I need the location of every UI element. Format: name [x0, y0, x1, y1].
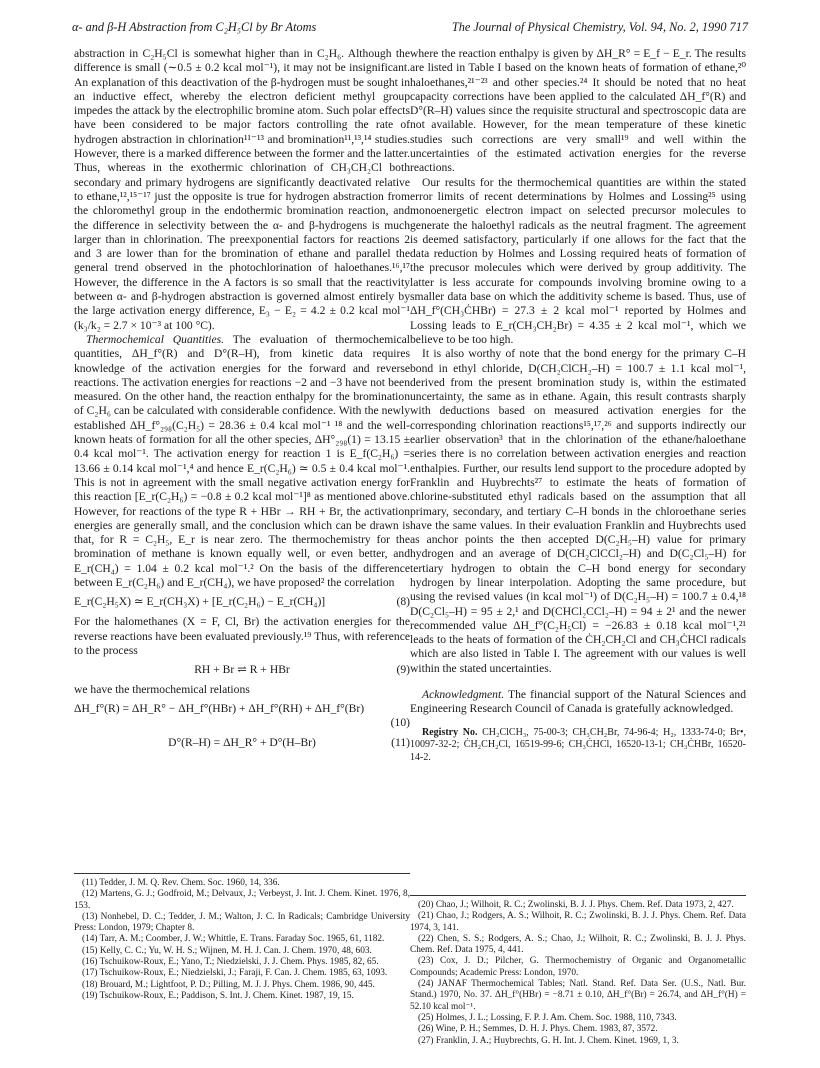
equation-number: (11) [391, 736, 410, 750]
equation-8 [74, 595, 410, 610]
equation-number: (9) [396, 663, 410, 677]
equation-expression: RH + Br ⇌ R + HBr [194, 663, 290, 677]
registry-heading: Registry No. [422, 726, 478, 738]
paragraph: It is also worthy of note that the bond energy for the primary C–H bond in ethyl chloride, D(CH₂ClCH₂–H) = 100.7 ± 1.1 kcal mol⁻¹, derived from the present bromination study is, within the estimated uncertainty, the same as in ethane. Again, this result contrasts sharply with deductions based on measured activation energies for the corresponding chlorination reactions¹⁵,¹⁷,²⁶ and supports indirectly our earlier observation³ that in the chlorination of the ethane/haloethane series there is no correlation between activation energies and reaction enthalpies. Further, our results lend support to the procedure adopted by Franklin and Huybrechts²⁷ to estimate the heats of formation of chlorine-substituted ethyl radicals based on the assumption that all primary, secondary, and tertiary C–H bonds in the chloroethane series have the same values. In their evaluation Franklin and Huybrechts used as anchor points the then accepted D(C₂H₅–H) value for primary hydrogen and an average of D(CH₂ClCCl₂–H) and D(C₂Cl₅–H) for tertiary hydrogen to obtain the C–H bond energy for secondary hydrogen by linear interpolation. Adopting the same procedure, but using the revised values (in kcal mol⁻¹) of D(C₂H₅–H) = 100.7 ± 0.4,¹⁸ D(C₂Cl₅–H) = 95 ± 2,¹ and D(CHCl₂CCl₂–H) = 94 ± 2¹ and the newer recommended value ΔH_f°(C₂H₅Cl) = −26.83 ± 0.18 kcal mol⁻¹,²¹ leads to the heats of formation of the ĊH₂CH₂Cl and CH₃ĊHCl radicals which are also listed in Table I. The agreement with our values is well within the stated uncertainties. [410, 347, 746, 675]
equation-expression: D°(R–H) = ΔH_R° + D°(H–Br) [168, 736, 316, 750]
reference-item: (26) Wine, P. H.; Semmes, D. H. J. Phys. Chem. 1983, 87, 3572. [418, 1024, 658, 1035]
paragraph: where the reaction enthalpy is given by ΔH_R° = E_f − E_r. The results are listed in Table I based on the known heats of formation of ethane,²⁰ haloethanes,²¹⁻²³ and other species.²⁴ It should be noted that no heat capacity corrections have been applied to the calculated ΔH_f°(R) and D°(R–H) values since the requisite structural and spectroscopic data are not available. However, for the mean temperature of these kinetic studies such corrections are very small¹⁹ and well within the uncertainties of the estimated activation energies for the reverse reactions. [410, 47, 746, 175]
footnote-rule [410, 895, 746, 896]
paragraph: For the halomethanes (X = F, Cl, Br) the activation energies for the reverse reactions have been evaluated previously.¹⁹ Thus, with reference to the process [74, 615, 410, 657]
paragraph [74, 333, 410, 590]
reference-item: (22) Chen, S. S.; Rodgers, A. S.; Chao, J.; Wilhoit, R. C.; Zwolinski, B. J. J. Phys. Chem. Ref. Data 1975, 4, 441. [410, 933, 746, 956]
reference-item: (21) Chao, J.; Rodgers, A. S.; Wilhoit, R. C.; Zwolinski, B. J. J. Phys. Chem. Ref. Data 1974, 3, 141. [410, 911, 746, 933]
reference-item: (19) Tschuikow-Roux, E.; Paddison, S. Int. J. Chem. Kinet. 1987, 19, 15. [82, 990, 354, 1001]
reference-item: (11) Tedder, J. M. Q. Rev. Chem. Soc. 1960, 14, 336. [82, 878, 280, 888]
reference-item: (13) Nonhebel, D. C.; Tedder, J. M.; Walton, J. C. In Radicals; Cambridge University Press: London, 1979; Chapter 8. [74, 911, 410, 934]
footnote-rule [74, 873, 410, 874]
acknowledgment [410, 688, 746, 717]
reference-item: (24) JANAF Thermochemical Tables; Natl. Stand. Ref. Data Ser. (U.S., Natl. Bur. Stand.) 1970, No. 37. ΔH_f°(HBr) = −8.71 ± 0.10, ΔH_f°(Br) = 26.74, and ΔH_f°(H) = 52.10 kcal mol⁻¹. [410, 979, 746, 1012]
journal-citation: The Journal of Physical Chemistry, Vol. 94, No. 2, 1990 717 [451, 20, 748, 34]
reference-item: (18) Brouard, M.; Lightfoot, P. D.; Pilling, M. J. J. Phys. Chem. 1986, 90, 445. [82, 979, 375, 990]
paragraph: Our results for the thermochemical quantities are within the stated error limits of recent determinations by Holmes and Lossing²⁵ using monoenergetic electron impact on selected precursor molecules to generate the haloethyl radicals as the neutral fragment. The agreement is deemed satisfactory, particularly if one allows for the fact that the data reduction by Holmes and Lossing required heats of formation of the precusor molecules which were derived by group additivity. The latter is less accurate for compounds involving bromine owing to a smaller data base on which the additivity scheme is based. Thus, use of ΔH_f°(CH₃ĊHBr) = 27.3 ± 2 kcal mol⁻¹ reported by Holmes and Lossing leads to E_r(CH₃CH₂Br) = 4.35 ± 2 kcal mol⁻¹, which we believe to be too high. [410, 175, 746, 346]
reference-item: (20) Chao, J.; Wilhoit, R. C.; Zwolinski, B. J. J. Phys. Chem. Ref. Data 1973, 2, 427. [418, 900, 734, 910]
equation-number: (10) [390, 716, 410, 730]
running-header [72, 20, 748, 38]
references-left [74, 873, 410, 1002]
reference-item: (16) Tschuikow-Roux, E.; Yano, T.; Niedzielski, J. J. Chem. Phys. 1985, 82, 65. [82, 957, 379, 968]
reference-item: (15) Kelly, C. C.; Yu, W. H. S.; Wijnen, M. H. J. Can. J. Chem. 1970, 48, 603. [82, 945, 372, 956]
running-title: α- and β-H Abstraction from C₂H₅Cl by Br Atoms [72, 20, 317, 34]
equation-11 [74, 736, 410, 751]
reference-item: (23) Cox, J. D.; Pilcher, G. Thermochemistry of Organic and Organometallic Compounds; Academic Press: London, 1970. [410, 956, 746, 978]
paragraph: abstraction in C₂H₅Cl is somewhat higher than in C₂H₆. Although the difference is small (∼0.5 ± 0.2 kcal mol⁻¹), it may not be insignificant. An explanation of this deactivation of the β-hydrogen must be sought in an inductive effect, whereby the electron deficient methyl group impedes the attack by the electrophilic bromine atom. Such polar effects have been considered to be major factors controlling the rate of hydrogen abstraction in chlorination¹¹⁻¹³ and bromination¹¹,¹³,¹⁴ studies. However, there is a marked difference between the former and the latter. Thus, whereas in the exothermic chlorination of CH₃CH₂Cl both secondary and primary hydrogens are significantly deactivated relative to ethane,¹²,¹⁵⁻¹⁷ just the opposite is true for hydrogen abstraction from the chloromethyl group in the endothermic bromination reaction, and the difference in selectivity between the α- and β-hydrogens is much larger than in chlorination. The preexponential factors for reactions 2 and 3 are lower than for the bromination of ethane and parallel the general trend observed in the photochlorination of haloethanes.¹⁶,¹⁷ However, the difference in the A factors is so small that the reactivity between α- and β-hydrogen abstraction is governed almost entirely by the large activation energy difference, E₃ − E₂ = 4.2 ± 0.2 kcal mol⁻¹ (k₃/k₂ = 2.7 × 10⁻³ at 100 °C). [74, 47, 410, 332]
section-heading: Thermochemical Quantities. [86, 332, 225, 346]
paragraph-body: The evaluation of thermochemical quantities, ΔH_f°(R) and D°(R–H), from kinetic data requires knowledge of the activation energies for the forward and reverse reactions. The activation energies for reactions −2 and −3 have not been measured. On the other hand, the reaction enthalpy for the bromination of C₂H₆ can be calculated with considerable confidence. With the newly established ΔH_f°₂₉₈(C₂H₅) = 28.36 ± 0.4 kcal mol⁻¹ ¹⁸ and the well-known heats of formation for all the other species, ΔH°₂₉₈(1) = 13.15 ± 0.4 kcal mol⁻¹. The activation energy for reaction 1 is E_f(C₂H₆) = 13.66 ± 0.14 kcal mol⁻¹,⁴ and hence E_r(C₂H₆) ≃ 0.5 ± 0.4 kcal mol⁻¹. This is not in agreement with the small negative activation energy for this reaction [E_r(C₂H₆) = −0.8 ± 0.2 kcal mol⁻¹]⁸ as mentioned above. However, for reactions of the type R + HBr → RH + Br, the activation energies are generally small, and the conclusion which can be drawn is that, for R = C₂H₅, E_r is near zero. The thermochemistry for the bromination of methane is known equally well, or even better, and E_r(CH₄) = 1.04 ± 0.2 kcal mol⁻¹.² On the basis of the difference between E_r(C₂H₆) and E_r(CH₄), we have proposed² the correlation [74, 332, 410, 589]
acknowledgment-heading: Acknowledgment. [422, 688, 505, 702]
reference-item: (14) Tarr, A. M.; Coomber, J. W.; Whittle, E. Trans. Faraday Soc. 1965, 61, 1182. [82, 934, 385, 945]
registry-body: CH₂ClCH₃, 75-00-3; CH₃CH₂Br, 74-96-4; H₂, 1333-74-0; Br•, 10097-32-2; ĊH₂CH₂Cl, 16519-99-6; CH₃ĊHCl, 16520-13-1; CH₃ĊHBr, 16520-14-2. [410, 726, 746, 763]
reference-item: (12) Martens, G. J.; Godfroid, M.; Delvaux, J.; Verbeyst, J. Int. J. Chem. Kinet. 1976, 8, 153. [74, 889, 410, 911]
references-right [410, 895, 746, 1047]
equation-expression: ΔH_f°(R) = ΔH_R° − ΔH_f°(HBr) + ΔH_f°(RH) + ΔH_f°(Br) [74, 702, 365, 716]
equation-9 [74, 663, 410, 678]
reference-item: (17) Tschuikow-Roux, E.; Niedzielski, J.; Faraji, F. Can. J. Chem. 1985, 63, 1093. [82, 968, 388, 979]
right-column [410, 47, 746, 764]
equation-number: (8) [396, 595, 410, 609]
equation-10 [74, 702, 410, 731]
reference-item: (27) Franklin, J. A.; Huybrechts, G. H. Int. J. Chem. Kinet. 1969, 1, 3. [418, 1035, 679, 1046]
paragraph: we have the thermochemical relations [74, 683, 250, 697]
equation-expression: E_r(C₂H₅X) ≃ E_r(CH₃X) + [E_r(C₂H₆) − E_r(CH₄)] [74, 595, 326, 609]
reference-item: (25) Holmes, J. L.; Lossing, F. P. J. Am. Chem. Soc. 1988, 110, 7343. [418, 1012, 677, 1023]
registry-numbers [410, 727, 746, 765]
left-column [74, 47, 410, 756]
acknowledgment-body: The financial support of the Natural Sciences and Engineering Research Council of Canada is gratefully acknowledged. [410, 688, 746, 716]
